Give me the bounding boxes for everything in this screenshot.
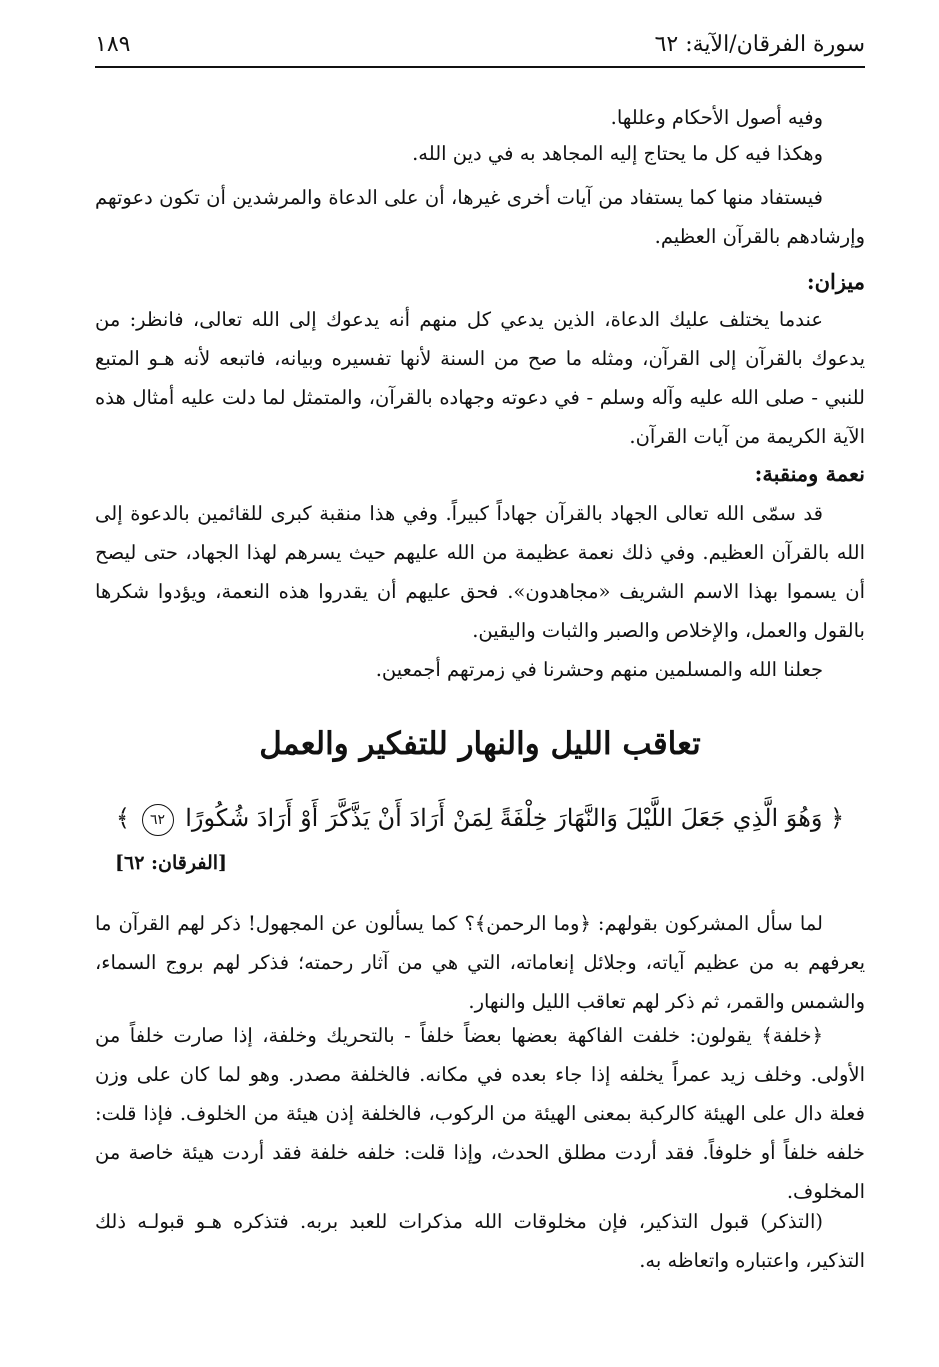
verse-open-bracket: ﴿ xyxy=(830,804,845,832)
section-title: تعاقب الليل والنهار للتفكير والعمل xyxy=(259,726,701,762)
body-paragraph-1: لما سأل المشركون بقولهم: ﴿وما الرحمن﴾؟ كما يسألون عن المجهول! ذكر لهم القرآن ما يعرفهم به من عظيم آياته، وجلائل إنعاماته، التي هي من آثار رحمته؛ فذكر لهم بروج السماء، والشمس والقمر، ثم ذكر لهم تعاقب الليل والنهار. xyxy=(95,912,865,1013)
running-title: سورة الفرقان/الآية: ٦٢ xyxy=(654,32,865,57)
intro-line-1: وفيه أصول الأحكام وعللها. xyxy=(610,106,823,129)
mizan-paragraph: عندما يختلف عليك الدعاة، الذين يدعي كل منهم أنه يدعوك إلى الله تعالى، فانظر: من يدعوك بالقرآن إلى القرآن، ومثله ما صح من السنة لأنها تفسيره وبيانه، فاتبعه لأنه هـو المتبع للنبي - صلى الله عليه وآله وسلم - في دعوته وجهاده بالقرآن، والمتمثل لما دلت عليه أمثال هذه الآية الكريمة من آيات القرآن. xyxy=(95,308,865,448)
nimah-heading: نعمة ومنقبة: xyxy=(754,461,865,486)
intro-paragraph: فيستفاد منها كما يستفاد من آيات أخرى غيرها، أن على الدعاة والمرشدين أن تكون دعوتهم وإرشادهم بالقرآن العظيم. xyxy=(95,186,865,248)
mizan-heading: ميزان: xyxy=(806,269,865,294)
verse-number-marker: ٦٢ xyxy=(142,804,174,836)
verse-close-bracket: ﴾ xyxy=(115,804,130,832)
intro-line-2: وهكذا فيه كل ما يحتاج إليه المجاهد به في دين الله. xyxy=(412,142,823,165)
page-number: ١٨٩ xyxy=(95,32,131,57)
page-header xyxy=(95,28,865,64)
nimah-paragraph: قد سمّى الله تعالى الجهاد بالقرآن جهاداً كبيراً. وفي هذا منقبة كبرى للقائمين بالدعوة إلى الله بالقرآن العظيم. وفي ذلك نعمة عظيمة من الله عليهم حيث يسرهم لهذا الجهاد، حتى ليصح أن يسموا بهذا الاسم الشريف «مجاهدون». فحق عليهم أن يقدروا هذه النعمة، ويؤدوا شكرها بالقول والعمل، والإخلاص والصبر والثبات واليقين. xyxy=(95,502,865,642)
verse-reference: [الفرقان: ٦٢] xyxy=(115,852,228,874)
nimah-closing: جعلنا الله والمسلمين منهم وحشرنا في زمرتهم أجمعين. xyxy=(375,658,823,681)
body-paragraph-3: (التذكر) قبول التذكير، فإن مخلوقات الله مذكرات للعبد بربه. فتذكره هـو قبولـه ذلك التذكير، واعتباره واتعاظه به. xyxy=(95,1210,865,1272)
quran-verse xyxy=(95,798,865,838)
header-rule xyxy=(95,66,865,68)
verse-text: وَهُوَ الَّذِي جَعَلَ اللَّيْلَ وَالنَّهَارَ خِلْفَةً لِمَنْ أَرَادَ أَنْ يَذَّكَّرَ أَوْ أَرَادَ شُكُورًا xyxy=(185,804,823,832)
body-paragraph-2: ﴿خلفة﴾ يقولون: خلفت الفاكهة بعضها بعضاً خلفاً - بالتحريك وخلفة، إذا صارت خلفاً من الأولى. وخلف زيد عمراً يخلفه إذا جاء بعده في مكانه. فالخلفة مصدر. وهو لما كان على وزن فعلة دال على الهيئة كالركبة بمعنى الهيئة من الركوب، فالخلفة إذن هيئة من الخلوف. فإذا قلت: خلفه خلفاً أو خلوفاً. فقد أردت مطلق الحدث، وإذا قلت: خلفه خلفة فقد أردت هيئة خاصة من المخلوف. xyxy=(95,1024,865,1203)
